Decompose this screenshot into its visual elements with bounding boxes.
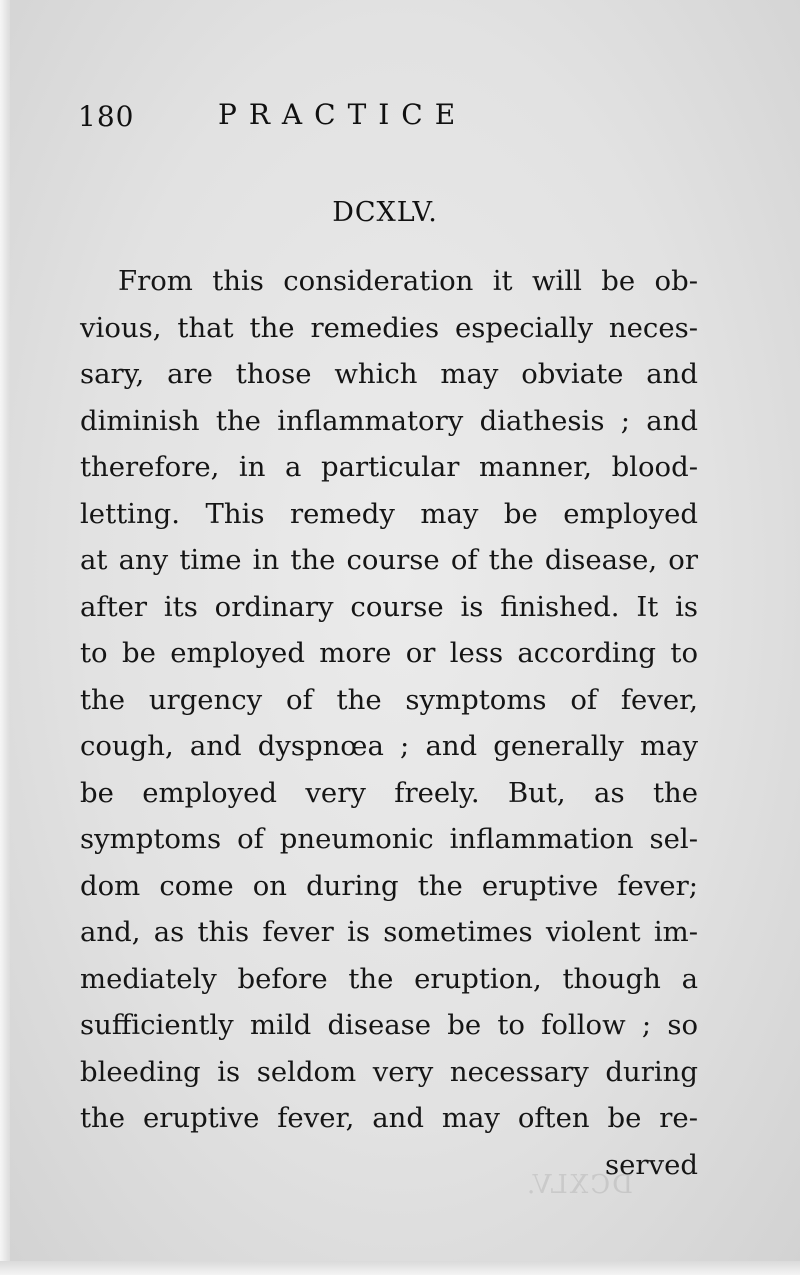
- text-line: after its ordinary course is finished. It is: [80, 590, 698, 623]
- text-line: bleeding is seldom very necessary during: [80, 1055, 698, 1088]
- catchword: served: [605, 1148, 698, 1181]
- text-line: mediately before the eruption, though a: [80, 962, 698, 995]
- text-line: dom come on during the eruptive fever;: [80, 869, 698, 902]
- text-line: sufficiently mild disease be to follow ; so: [80, 1009, 698, 1041]
- text-line: be employed very freely. But, as the: [80, 776, 698, 809]
- running-head: [78, 98, 578, 138]
- text-line: vious, that the remedies especially neces-: [80, 311, 698, 344]
- text-line: letting. This remedy may be employed: [80, 497, 698, 530]
- text-line: the eruptive fever, and may often be re-: [80, 1102, 698, 1134]
- text-line: symptoms of pneumonic inflammation sel-: [80, 823, 698, 855]
- text-line: therefore, in a particular manner, blood-: [80, 451, 698, 483]
- text-line: diminish the inflammatory diathesis ; and: [80, 404, 698, 437]
- page-edge-bottom: [0, 1261, 800, 1275]
- section-number: DCXLV.: [332, 197, 438, 228]
- page-edge-left: [0, 0, 10, 1275]
- text-line: the urgency of the symptoms of fever,: [80, 683, 698, 716]
- text-line: to be employed more or less according to: [80, 637, 698, 669]
- text-line: and, as this fever is sometimes violent im-: [80, 916, 698, 948]
- text-line: sary, are those which may obviate and: [80, 358, 698, 390]
- text-line: cough, and dyspnœa ; and generally may: [80, 730, 698, 762]
- show-through-bleed: DCXLV.: [525, 1170, 633, 1200]
- running-head-title: PRACTICE: [218, 98, 468, 131]
- body-text: [80, 258, 698, 1188]
- page-number: 180: [78, 100, 135, 133]
- text-line: From this consideration it will be ob-: [118, 265, 698, 297]
- text-line: at any time in the course of the disease, or: [80, 544, 698, 576]
